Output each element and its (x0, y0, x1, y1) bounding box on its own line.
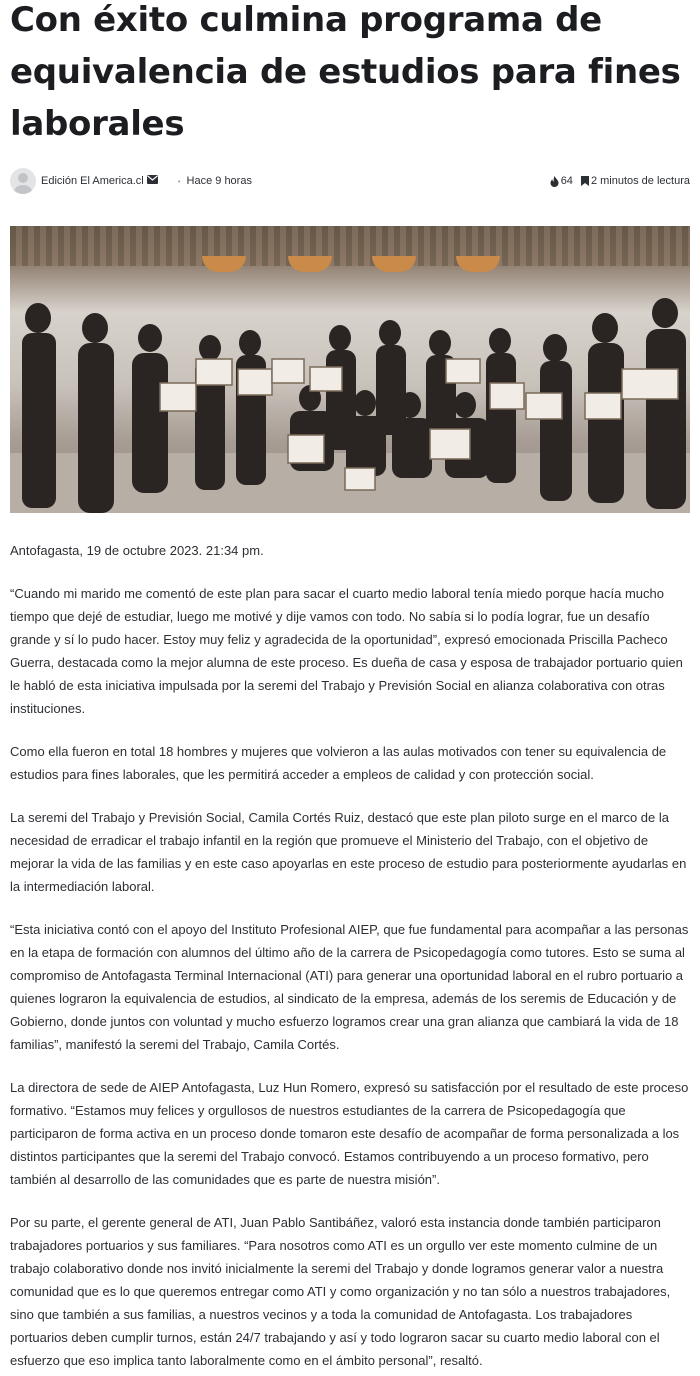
article-paragraph: “Esta iniciativa contó con el apoyo del Instituto Profesional AIEP, que fue fundamental para acompañar a las personas en la etapa de formación con alumnos del último año de la carrera de Psicopedagogía como tutores. Esto se suma al compromiso de Antofagasta Terminal Internacional (ATI) para generar una oportunidad laboral en el rubro portuario a quienes lograron la equivalencia de estudios, al sindicato de la empresa, además de los seremis de Educación y de Gobierno, donde juntos con voluntad y mucho esfuerzo logramos crear una gran alianza que cambiará la vida de 18 familias”, manifestó la seremi del Trabajo, Camila Cortés. (10, 922, 689, 1052)
author-name[interactable]: Edición El America.cl (41, 175, 144, 187)
fire-icon (550, 176, 559, 187)
publish-time: Hace 9 horas (186, 175, 252, 187)
reading-time-value: 2 minutos de lectura (590, 175, 690, 187)
envelope-icon[interactable] (147, 175, 158, 187)
reading-time (581, 175, 690, 187)
article-paragraph: “Cuando mi marido me comentó de este plan para sacar el cuarto medio laboral tenía miedo porque hacía mucho tiempo que dejé de estudiar, luego me motivé y dije vamos con todo. No sabía si lo podía lograr, fue un desafío grande y sí lo pudo hacer. Estoy muy feliz y agradecida de la oportunidad”, expresó emocionada Priscilla Pacheco Guerra, destacada como la mejor alumna de este proceso. Es dueña de casa y esposa de trabajador portuario quien le habló de esta iniciativa impulsada por la seremi del Trabajo y Previsión Social en alianza colaborativa con otras instituciones. (10, 586, 683, 716)
article-meta (10, 168, 690, 194)
article-paragraph: Como ella fueron en total 18 hombres y mujeres que volvieron a las aulas motivados con tener su equivalencia de estudios para fines laborales, que les permitirá acceder a empleos de calidad y con protección social. (10, 744, 667, 782)
bookmark-icon (581, 176, 589, 186)
views-value: 64 (560, 175, 573, 187)
avatar-icon[interactable] (10, 168, 36, 194)
article-dateline: Antofagasta, 19 de octubre 2023. 21:34 pm. (10, 543, 264, 558)
article-paragraph: La directora de sede de AIEP Antofagasta, Luz Hun Romero, expresó su satisfacción por el resultado de este proceso formativo. “Estamos muy felices y orgullosos de nuestros estudiantes de la carrera de Psicopedagogía que participaron de forma activa en un proceso donde tomaron este desafío de acompañar de forma personalizada a los distintos participantes que la seremi del Trabajo convocó. Estamos contribuyendo a un proceso formativo, pero también al desarrollo de las comunidades que es parte de nuestra misión”. (10, 1080, 689, 1187)
separator-dot: • (177, 176, 181, 186)
article-photo (10, 226, 690, 513)
article-paragraph: Por su parte, el gerente general de ATI, Juan Pablo Santibáñez, valoró esta instancia donde también participaron trabajadores portuarios y sus familiares. “Para nosotros como ATI es un orgullo ver este momento culmine de un trabajo colaborativo donde nos invitó inicialmente la seremi del Trabajo y donde logramos generar valor a nuestra comunidad que es lo que queremos entregar como ATI y como organización y no tan sólo a nuestros trabajadores, sino que también a sus familias, a nuestros vecinos y a toda la comunidad de Antofagasta. Los trabajadores portuarios deben cumplir turnos, están 24/7 trabajando y así y todo lograron sacar su cuarto medio laboral con el esfuerzo que eso implica tanto laboralmente como en el ámbito personal”, resaltó. (10, 1215, 671, 1368)
photo-ceiling (10, 226, 690, 266)
views-count (550, 175, 573, 187)
photo-group-of-graduates (10, 263, 690, 513)
article-stats (542, 175, 690, 187)
article-title: Con éxito culmina programa de equivalencia de estudios para fines laborales (10, 0, 681, 144)
article-paragraph: La seremi del Trabajo y Previsión Social, Camila Cortés Ruiz, destacó que este plan piloto surge en el marco de la necesidad de erradicar el trabajo infantil en la región que promueve el Ministerio del Trabajo, con el objetivo de mejorar la vida de las familias y en este caso apoyarlas en este proceso de estudio para posteriormente ayudarlas en la intermediación laboral. (10, 810, 687, 894)
